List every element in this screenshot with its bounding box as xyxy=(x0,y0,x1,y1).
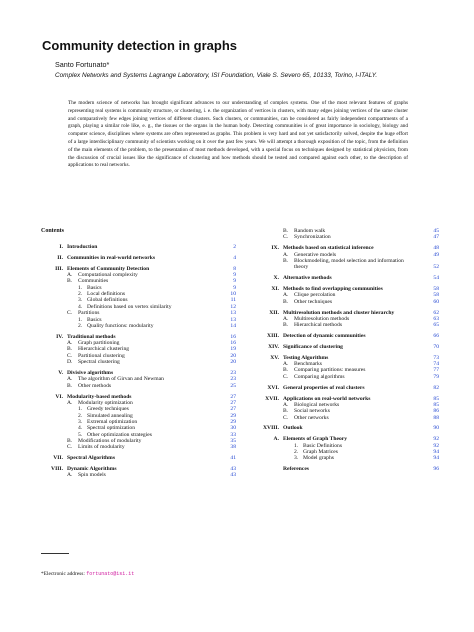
toc-page-link[interactable]: 58 xyxy=(433,292,439,299)
toc-number: C. xyxy=(67,310,73,317)
toc-page-link[interactable]: 77 xyxy=(433,367,439,374)
toc-title: Partitions xyxy=(78,310,100,317)
toc-number: 1. xyxy=(78,284,83,291)
toc-title: Spectral optimization xyxy=(87,425,136,432)
toc-title: Social networks xyxy=(294,408,330,415)
toc-title: Significance of clustering xyxy=(283,343,343,350)
toc-page-link[interactable]: 58 xyxy=(433,285,439,292)
toc-number: B. xyxy=(67,346,73,353)
toc-page-link[interactable]: 70 xyxy=(433,343,439,350)
toc-number: II. xyxy=(57,254,63,261)
toc-page-link[interactable]: 4 xyxy=(233,254,236,261)
paper-title: Community detection in graphs xyxy=(42,38,238,53)
toc-page-link[interactable]: 79 xyxy=(433,373,439,380)
toc-page-link[interactable]: 30 xyxy=(230,425,236,432)
toc-page-link[interactable]: 43 xyxy=(230,466,236,472)
toc-number: B. xyxy=(283,228,289,234)
toc-title: Dynamic Algorithms xyxy=(67,466,117,472)
toc-number: XVIII. xyxy=(262,425,279,432)
toc-title: Communities xyxy=(78,278,109,285)
author-name: Santo Fortunato* xyxy=(55,60,110,69)
footnote xyxy=(41,571,134,577)
toc-title: Multiresolution methods xyxy=(294,315,350,322)
toc-number: 4. xyxy=(78,425,83,432)
toc-page-link[interactable]: 54 xyxy=(433,275,439,282)
toc-title: Biological networks xyxy=(294,401,340,408)
toc-page-link[interactable]: 47 xyxy=(433,234,439,241)
toc-number: V. xyxy=(58,369,63,376)
toc-number: C. xyxy=(283,373,289,380)
toc-number: 4. xyxy=(78,303,83,310)
toc-page-link[interactable]: 20 xyxy=(230,359,236,366)
toc-page-link[interactable]: 13 xyxy=(230,310,236,317)
toc-page-link[interactable]: 49 xyxy=(433,251,439,258)
toc-page-link[interactable]: 8 xyxy=(233,265,236,272)
toc-title: General properties of real clusters xyxy=(283,384,365,391)
toc-number: A. xyxy=(283,361,289,368)
toc-page-link[interactable]: 45 xyxy=(433,228,439,234)
toc-number: B. xyxy=(283,257,289,264)
toc-number: C. xyxy=(283,234,289,241)
toc-title: Greedy techniques xyxy=(87,406,129,413)
toc-page-link[interactable]: 85 xyxy=(433,395,439,402)
toc-title: Basic Definitions xyxy=(303,442,342,449)
toc-title: Detection of dynamic communities xyxy=(283,333,366,340)
toc-number: A. xyxy=(67,340,73,347)
toc-page-link[interactable]: 62 xyxy=(433,309,439,316)
toc-number: 2. xyxy=(78,291,83,298)
toc-title: Divisive algorithms xyxy=(67,369,114,376)
toc-number: 3. xyxy=(78,297,83,304)
toc-number: 5. xyxy=(78,431,83,438)
toc-page-link[interactable]: 94 xyxy=(433,448,439,455)
toc-title: Modularity-based methods xyxy=(67,393,132,400)
toc-title: Modularity optimization xyxy=(78,399,133,406)
toc-title: References xyxy=(283,466,309,473)
toc-page-link[interactable]: 92 xyxy=(433,436,439,443)
toc-title: Methods based on statistical inference xyxy=(283,245,374,252)
toc-title: Spin models xyxy=(78,472,106,479)
toc-page-link[interactable]: 41 xyxy=(230,455,236,462)
toc-number: 2. xyxy=(294,448,299,455)
toc-title: Synchronization xyxy=(294,234,331,241)
toc-title: Basics xyxy=(87,284,102,291)
toc-title: Simulated annealing xyxy=(87,412,133,419)
toc-number: A. xyxy=(67,472,73,479)
toc-title: Comparing partitions: measures xyxy=(294,367,366,374)
toc-title: Introduction xyxy=(67,244,98,250)
toc-page-link[interactable]: 35 xyxy=(230,437,236,444)
footnote-label: *Electronic address: xyxy=(41,571,87,577)
toc-number: 3. xyxy=(78,418,83,425)
toc-page-link[interactable]: 85 xyxy=(433,401,439,408)
toc-title: Other techniques xyxy=(294,298,333,305)
toc-number: B. xyxy=(67,382,73,389)
toc-title: Elements of Community Detection xyxy=(67,265,150,272)
toc-title: theory xyxy=(294,264,309,271)
footnote-rule xyxy=(41,553,69,554)
toc-number: A. xyxy=(67,399,73,406)
toc-title: Global definitions xyxy=(87,297,128,304)
toc-number: XIV. xyxy=(268,343,279,350)
toc-page-link[interactable]: 16 xyxy=(230,340,236,347)
toc-title: Hierarchical clustering xyxy=(78,346,130,353)
toc-number: XIII. xyxy=(267,333,279,340)
toc-number: XII. xyxy=(269,309,279,316)
toc-number: 1. xyxy=(294,442,299,449)
toc-number: IX. xyxy=(271,245,279,252)
toc-page-link[interactable]: 27 xyxy=(230,399,236,406)
toc-title: Traditional methods xyxy=(67,333,116,340)
toc-page-link[interactable]: 43 xyxy=(230,472,236,479)
toc-page-link[interactable]: 12 xyxy=(230,303,236,310)
toc-title: Outlook xyxy=(283,425,303,432)
toc-page-link[interactable]: 74 xyxy=(433,361,439,368)
toc-title: Graph partitioning xyxy=(78,340,120,347)
toc-page-link[interactable]: 9 xyxy=(233,272,236,279)
toc-title: Communities in real-world networks xyxy=(67,254,155,261)
contents-heading: Contents xyxy=(41,228,65,234)
toc-title: Alternative methods xyxy=(283,275,332,282)
toc-number: VIII. xyxy=(51,466,63,472)
toc-number: A. xyxy=(67,272,73,279)
toc-number: X. xyxy=(273,275,279,282)
toc-page-link[interactable]: 16 xyxy=(230,333,236,340)
toc-page-link[interactable]: 10 xyxy=(230,291,236,298)
toc-title: Benchmarks xyxy=(294,361,322,368)
toc-page-link[interactable]: 23 xyxy=(230,369,236,376)
toc-page-link[interactable]: 38 xyxy=(230,444,236,451)
toc-title: The algorithm of Girvan and Newman xyxy=(78,376,164,383)
toc-page-link[interactable]: 27 xyxy=(230,406,236,413)
toc-page-link[interactable]: 19 xyxy=(230,346,236,353)
toc-number: B. xyxy=(67,278,73,285)
toc-title: Extremal optimization xyxy=(87,418,138,425)
toc-page-link[interactable]: 90 xyxy=(433,425,439,432)
toc-title: Generative models xyxy=(294,251,337,258)
toc-page-link[interactable]: 9 xyxy=(233,284,236,291)
toc-number: A. xyxy=(67,376,73,383)
toc-page-link[interactable]: 92 xyxy=(433,442,439,449)
toc-title: Limits of modularity xyxy=(78,444,125,451)
toc-number: A. xyxy=(273,436,279,443)
abstract: The modern science of networks has brought significant advances to our understanding of complex systems. One of the most relevant features of graphs representing real systems is community structure, or clustering, i. e. the organization of vertices in clusters, with many edges joining vertices of the same cluster and comparatively few edges joining vertices of different clusters. Such clusters, or communities, can be considered as fairly independent compartments of a graph, playing a similar role like, e. g., the tissues or the organs in the human body. Detecting communities is of great importance in sociology, biology and computer science, disciplines where systems are often represented as graphs. This problem is very hard and not yet satisfactorily solved, despite the huge effort of a large interdisciplinary community of scientists working on it over the past few years. We will attempt a thorough exposition of the topic, from the definition of the main elements of the problem, to the presentation of most methods developed, with a special focus on techniques designed by statistical physicists, from the discussion of crucial issues like the significance of clustering and how methods should be tested and compared against each other, to the description of applications to real networks. xyxy=(68,100,408,169)
toc-title: Blockmodeling, model selection and information xyxy=(294,257,404,264)
toc-number: 1. xyxy=(78,316,83,323)
toc-page-link[interactable]: 13 xyxy=(230,316,236,323)
toc-number: XVI. xyxy=(267,384,279,391)
toc-number: B. xyxy=(67,437,73,444)
toc-title: Definitions based on vertex similarity xyxy=(87,303,172,310)
toc-number: D. xyxy=(67,359,73,366)
toc-number: 2. xyxy=(78,412,83,419)
toc-page-link[interactable]: 48 xyxy=(433,245,439,252)
toc-page-link[interactable]: 9 xyxy=(233,278,236,285)
toc-page-link[interactable]: 11 xyxy=(230,297,236,304)
toc-page-link[interactable]: 20 xyxy=(230,352,236,359)
toc-page-link[interactable]: 66 xyxy=(433,333,439,340)
toc-page-link[interactable]: 2 xyxy=(233,244,236,250)
toc-page-link[interactable]: 60 xyxy=(433,298,439,305)
toc-page-link[interactable]: 29 xyxy=(230,418,236,425)
toc-number: VII. xyxy=(53,455,63,462)
toc-number: A. xyxy=(283,401,289,408)
toc-page-link[interactable]: 29 xyxy=(230,412,236,419)
toc-title: Graph Matrices xyxy=(303,448,338,455)
toc-title: Other optimization strategies xyxy=(87,431,152,438)
toc-page-link[interactable]: 25 xyxy=(230,382,236,389)
toc-title: Partitional clustering xyxy=(78,352,125,359)
email-link[interactable]: fortunato@isi.it xyxy=(86,571,135,577)
toc-page-link[interactable]: 86 xyxy=(433,408,439,415)
toc-number: B. xyxy=(283,367,289,374)
toc-number: C. xyxy=(67,352,73,359)
toc-title: Spectral clustering xyxy=(78,359,120,366)
toc-number: XVII. xyxy=(265,395,279,402)
toc-title: Computational complexity xyxy=(78,272,138,279)
toc-title: Modifications of modularity xyxy=(78,437,142,444)
toc-title: Basics xyxy=(87,316,102,323)
toc-number: B. xyxy=(283,408,289,415)
toc-page-link[interactable]: 96 xyxy=(433,466,439,473)
toc-number: VI. xyxy=(55,393,63,400)
toc-page-link[interactable]: 23 xyxy=(230,376,236,383)
toc-title: Multiresolution methods and cluster hierarchy xyxy=(283,309,395,316)
toc-number: A. xyxy=(283,292,289,299)
toc-page-link[interactable]: 14 xyxy=(230,322,236,329)
toc-number: A. xyxy=(283,315,289,322)
toc-number: IV. xyxy=(56,333,63,340)
toc-title: Quality functions: modularity xyxy=(87,322,154,329)
toc-title: Clique percolation xyxy=(294,292,336,299)
toc-number: I. xyxy=(59,244,63,250)
toc-title: Random walk xyxy=(294,228,326,234)
toc-title: Methods to find overlapping communities xyxy=(283,285,383,292)
toc-title: Spectral Algorithms xyxy=(67,455,116,462)
toc-title: Hierarchical methods xyxy=(294,322,342,329)
toc-page-link[interactable]: 27 xyxy=(230,393,236,400)
toc-title: Local definitions xyxy=(87,291,126,298)
toc-title: Other networks xyxy=(294,414,329,421)
toc-number: XV. xyxy=(270,354,279,361)
toc-number: 3. xyxy=(294,455,299,462)
toc-number: B. xyxy=(283,298,289,305)
toc-title: Testing Algorithms xyxy=(283,354,329,361)
toc-page-link[interactable]: 33 xyxy=(230,431,236,438)
toc-title: Applications on real-world networks xyxy=(283,395,371,402)
toc-number: A. xyxy=(283,251,289,258)
toc-page-link[interactable]: 52 xyxy=(433,264,439,271)
toc-title: Elements of Graph Theory xyxy=(283,436,348,443)
toc-title: Other methods xyxy=(78,382,112,389)
toc-page-link[interactable]: 73 xyxy=(433,354,439,361)
toc-number: III. xyxy=(55,265,63,272)
toc-number: 2. xyxy=(78,322,83,329)
toc-number: B. xyxy=(283,322,289,329)
toc-page-link[interactable]: 88 xyxy=(433,414,439,421)
toc-number: 1. xyxy=(78,406,83,413)
author-affiliation: Complex Networks and Systems Lagrange Laboratory, ISI Foundation, Viale S. Severo 65, 10133, Torino, I-ITALY. xyxy=(55,72,378,79)
toc-number: C. xyxy=(67,444,73,451)
toc-number: XI. xyxy=(271,285,279,292)
toc-title: Model graphs xyxy=(303,455,334,462)
toc-page-link[interactable]: 94 xyxy=(433,455,439,462)
toc-page-link[interactable]: 82 xyxy=(433,384,439,391)
toc-page-link[interactable]: 63 xyxy=(433,315,439,322)
toc-page-link[interactable]: 65 xyxy=(433,322,439,329)
toc-number: C. xyxy=(283,414,289,421)
toc-title: Comparing algorithms xyxy=(294,373,345,380)
